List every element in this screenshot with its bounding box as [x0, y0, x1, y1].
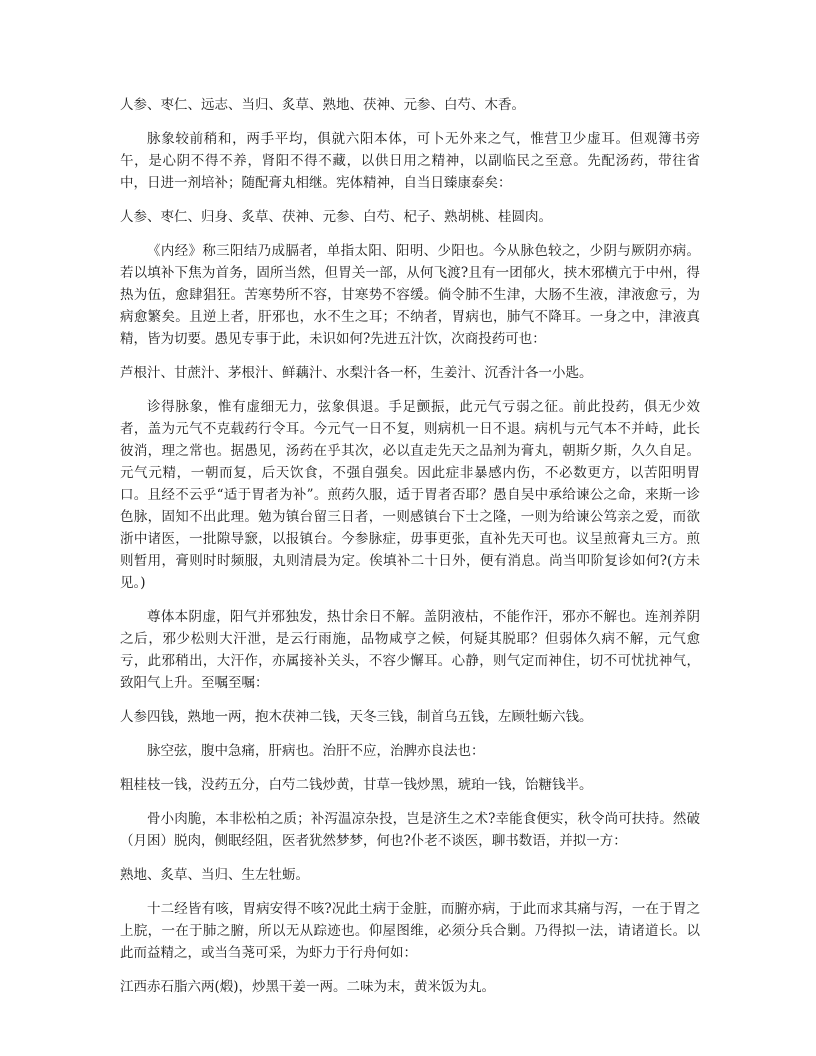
case-paragraph-7: 十二经皆有咳，胃病安得不咳?况此土病于金脏，而腑亦病，于此而求其痛与泻，一在于胃之上脘，一在于肺之腑，所以无从踪迹也。仰屋图维，必须分兵合剿。乃得拟一法，请诸道长。以此而益精之，或当刍荛可采，为虾力于行舟何如： — [120, 901, 700, 961]
prescription-2: 人参、枣仁、归身、炙草、茯神、元参、白芍、杞子、熟胡桃、桂圆肉。 — [120, 209, 552, 225]
case-paragraph-6: 骨小肉脆，本非松柏之质；补泻温凉杂投，岂是济生之术?幸能食便实，秋令尚可扶持。然破（月困）脱肉，侧眠经阻，医者犹然梦梦，何也?仆老不谈医，聊书数语，并拟一方： — [120, 811, 700, 849]
prescription-1: 人参、枣仁、远志、当归、炙草、熟地、茯神、元参、白芍、木香。 — [120, 97, 525, 113]
prescription-4: 人参四钱，熟地一两，抱木茯神二钱，天冬三钱，制首乌五钱，左顾牡蛎六钱。 — [120, 709, 593, 725]
prescription-7: 江西赤石脂六两(煅)，炒黑干姜一两。二味为末，黄米饭为丸。 — [120, 979, 496, 995]
document-page — [120, 94, 700, 1010]
case-paragraph-1: 脉象较前稍和，两手平均，俱就六阳本体，可卜无外来之气，惟营卫少虚耳。但观簿书旁午，是心阴不得不养，肾阳不得不藏，以供日用之精神，以副临民之至意。先配汤药，带往省中，日进一剂培补；随配膏丸相继。宪体精神，自当日臻康泰矣： — [120, 131, 700, 191]
case-paragraph-2: 《内经》称三阳结乃成膈者，单指太阳、阳明、少阳也。今从脉色较之，少阴与厥阴亦病。若以填补下焦为首务，固所当然，但胃关一部，从何飞渡?且有一团郁火，挟木邪横亢于中州，得热为伍，愈肆猖狂。苦寒势所不容，甘寒势不容缓。倘令肺不生津，大肠不生液，津液愈亏，为病愈繁矣。且逆上者，肝邪也，水不生之耳；不纳者，胃病也，肺气不降耳。一身之中，津液真精，皆为切要。愚见专事于此，未识如何?先进五汁饮，次商投药可也： — [120, 243, 700, 347]
case-paragraph-4: 尊体本阴虚，阳气并邪独发，热廿余日不解。盖阴液枯，不能作汗，邪亦不解也。连剂养阴之后，邪少松则大汗泄，是云行雨施，品物咸亨之候，何疑其脱耶？但弱体久病不解，元气愈亏，此邪稍出，大汗作，亦属接补关头，不容少懈耳。心静，则气定而神住，切不可忧扰神气，致阳气上升。至嘱至嘱： — [120, 609, 700, 691]
prescription-6: 熟地、炙草、当归、生左牡蛎。 — [120, 867, 309, 883]
case-paragraph-3: 诊得脉象，惟有虚细无力，弦象俱退。手足颤振，此元气亏弱之征。前此投药，俱无少效者，盖为元气不克载药行令耳。今元气一日不复，则病机一日不退。病机与元气本不并峙，此长彼消，理之常也。据愚见，汤药在乎其次，必以直走先天之品剂为膏丸，朝斯夕斯，久久自足。元气元精，一朝而复，后天饮食，不强自强矣。因此症非暴感内伤，不必数更方，以苦阳明胃口。且经不云乎“适于胃者为补”。煎药久服，适于胃者否耶？愚自吴中承给谏公之命，来斯一诊色脉，固知不出此理。勉为镇台留三日者，一则感镇台下士之隆，一则为给谏公笃亲之爱，而欲浙中诸医，一批隙导窾，以报镇台。今参脉症，毋事更张，直补先天可也。议呈煎膏丸三方。煎则暂用，膏则时时频服，丸则清晨为定。俟填补二十日外，便有消息。尚当叩阶复诊如何?(方未见。) — [120, 399, 700, 591]
prescription-3: 芦根汁、甘蔗汁、茅根汁、鲜藕汁、水梨汁各一杯，生姜汁、沉香汁各一小匙。 — [120, 365, 593, 381]
case-paragraph-5: 脉空弦，腹中急痛，肝病也。治肝不应，治脾亦良法也： — [147, 743, 485, 759]
prescription-5: 粗桂枝一钱，没药五分，白芍二钱炒黄，甘草一钱炒黑，琥珀一钱，饴糖钱半。 — [120, 777, 593, 793]
